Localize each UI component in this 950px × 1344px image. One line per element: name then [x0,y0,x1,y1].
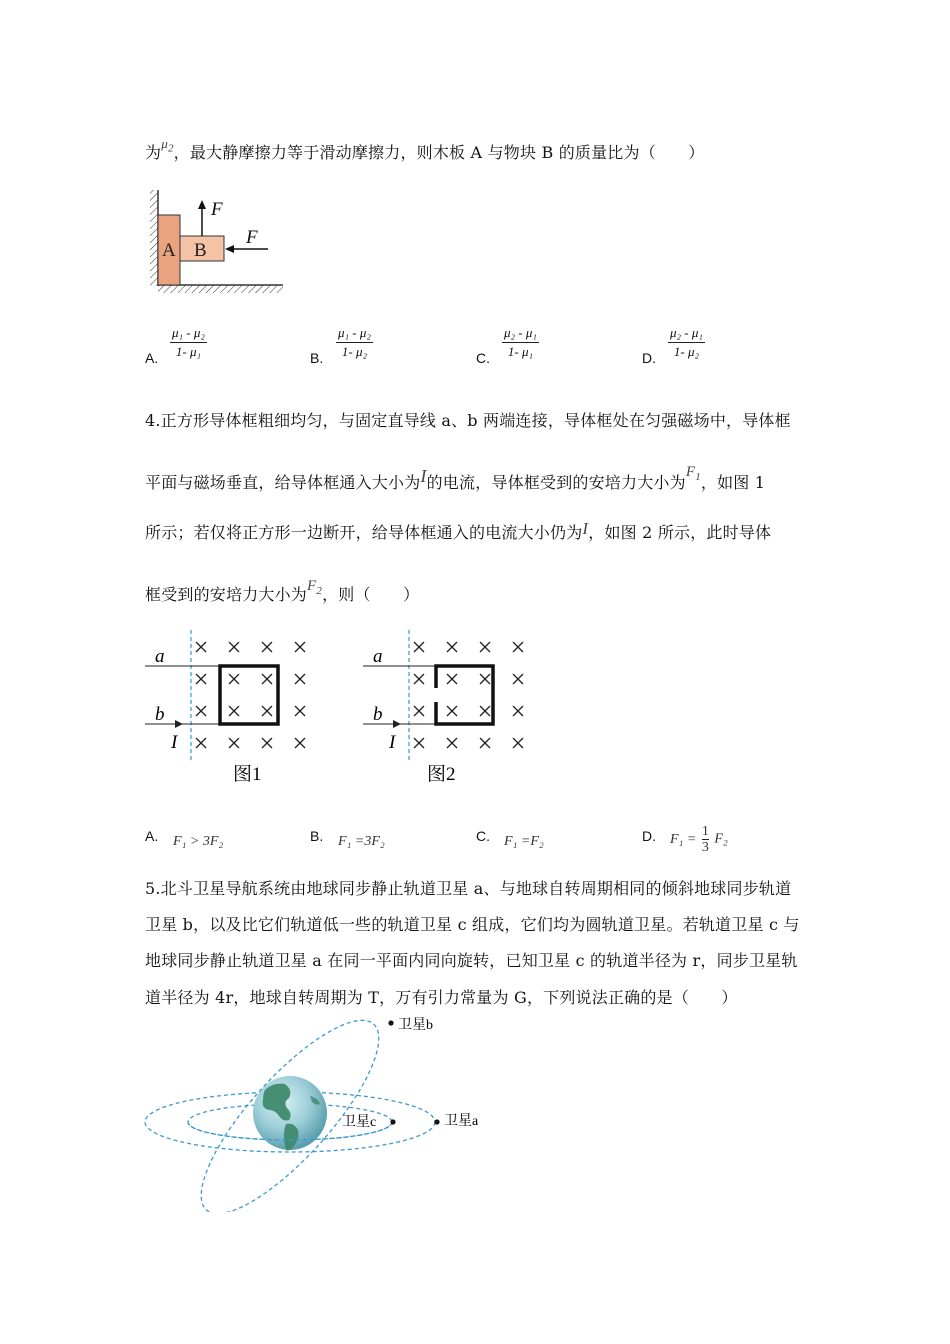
q4-figure-2 [363,628,543,788]
q4-option-d-letter[interactable]: D. [642,828,656,844]
fig2-caption: 图2 [427,764,456,785]
force-left-label: F [246,227,258,248]
fig1-label-I: I [171,732,178,753]
f1-symbol: $F_1$ [685,464,701,483]
broken-square-frame [436,666,493,724]
q4-option-c-letter[interactable]: C. [476,828,490,844]
fig1-label-a: a [155,646,165,667]
square-frame [220,666,278,724]
q4-option-d-expr[interactable]: F₁ = $\frac{1}{3}$ F₂ [670,824,728,855]
fig1-caption: 图1 [233,764,262,785]
q4-option-a-letter[interactable]: A. [145,828,159,844]
force-up-label: F [211,199,223,220]
q4-text-line4: 框受到的安培力大小为$F_2$，则（ ） [145,578,420,604]
q4-figure-1 [145,628,325,788]
q3-option-c-fraction[interactable]: $\frac{\text{μ₂ - μ₁}}{\text{1- μ₁}}$ [504,325,537,359]
q5-text-line4: 道半径为 4r，地球自转周期为 T，万有引力常量为 G，下列说法正确的是（ ） [145,988,738,1007]
q4-text-line3: 所示；若仅将正方形一边断开，给导体框通入的电流大小仍为I，如图 2 所示，此时导体 [145,519,772,542]
current-arrowhead [175,720,183,728]
satellite-a-label: 卫星a [444,1114,479,1129]
q3-line-rest: ，最大静摩擦力等于滑动摩擦力，则木板 A 与物块 B 的质量比为（ ） [173,143,705,162]
f2-symbol: $F_2$ [307,578,323,597]
field-crosses-2 [414,642,523,748]
q5-text-line1: 5.北斗卫星导航系统由地球同步静止轨道卫星 a、与地球自转周期相同的倾斜地球同步轨道 [145,879,792,898]
fig2-label-I: I [389,732,396,753]
q5-text-line2: 卫星 b，以及比它们轨道低一些的轨道卫星 c 组成，它们均为圆轨道卫星。若轨道卫星 c 与 [145,915,800,934]
q3-option-a-letter[interactable]: A. [145,350,159,366]
q4-text-line1: 4.正方形导体框粗细均匀，与固定直导线 a、b 两端连接，导体框处在匀强磁场中，导体框 [145,411,791,430]
q4-text-line2: 平面与磁场垂直，给导体框通入大小为I的电流，导体框受到的安培力大小为$F_1$，如图 1 [145,464,766,492]
q3-option-b-fraction[interactable]: $\frac{\text{μ₁ - μ₂}}{\text{1- μ₂}}$ [338,325,371,359]
satellite-b-label: 卫星b [398,1018,433,1033]
q3-block-figure [148,188,288,298]
q3-option-d-fraction[interactable]: $\frac{\text{μ₂ - μ₁}}{\text{1- μ₂}}$ [670,325,703,359]
board-a-label: A [162,240,176,261]
q3-option-d-letter[interactable]: D. [642,350,656,366]
one-third-fraction: $\frac{1}{3}$ [701,824,709,855]
force-left-arrowhead [225,245,234,253]
fig1-label-b: b [155,704,165,725]
q5-text-line3: 地球同步静止轨道卫星 a 在同一平面内同向旋转，已知卫星 c 的轨道半径为 r，同步卫星轨 [145,951,798,970]
force-up-arrowhead [198,200,206,209]
current-arrowhead-2 [393,720,401,728]
satellite-c-label: 卫星c [342,1115,377,1130]
satellite-c [390,1119,395,1124]
satellite-a [434,1119,439,1124]
q3-line-prefix: 为 [145,143,162,162]
fig2-label-b: b [373,704,383,725]
mu2-symbol: μ2 [161,136,174,155]
floor-hatch [158,285,283,293]
q4-option-b-letter[interactable]: B. [310,828,324,844]
q5-orbit-figure [140,1012,500,1212]
q4-option-c-expr[interactable]: F₁ =F₂ [504,834,544,849]
block-b-label: B [194,240,207,261]
q4-option-b-expr[interactable]: F₁ =3F₂ [338,834,385,849]
q4-option-a-expr[interactable]: F₁ > 3F₂ [173,834,224,849]
wall-hatch [150,190,158,286]
fig2-label-a: a [373,646,383,667]
q3-option-a-fraction[interactable]: $\frac{\text{μ₁ - μ₂}}{\text{1- μ₁}}$ [172,325,205,359]
q3-text-line [145,136,705,165]
satellite-b [388,1020,393,1025]
current-symbol-2: I [582,519,589,538]
q3-option-c-letter[interactable]: C. [476,350,490,366]
q3-option-b-letter[interactable]: B. [310,350,324,366]
current-symbol: I [420,466,427,486]
field-crosses [196,642,305,748]
